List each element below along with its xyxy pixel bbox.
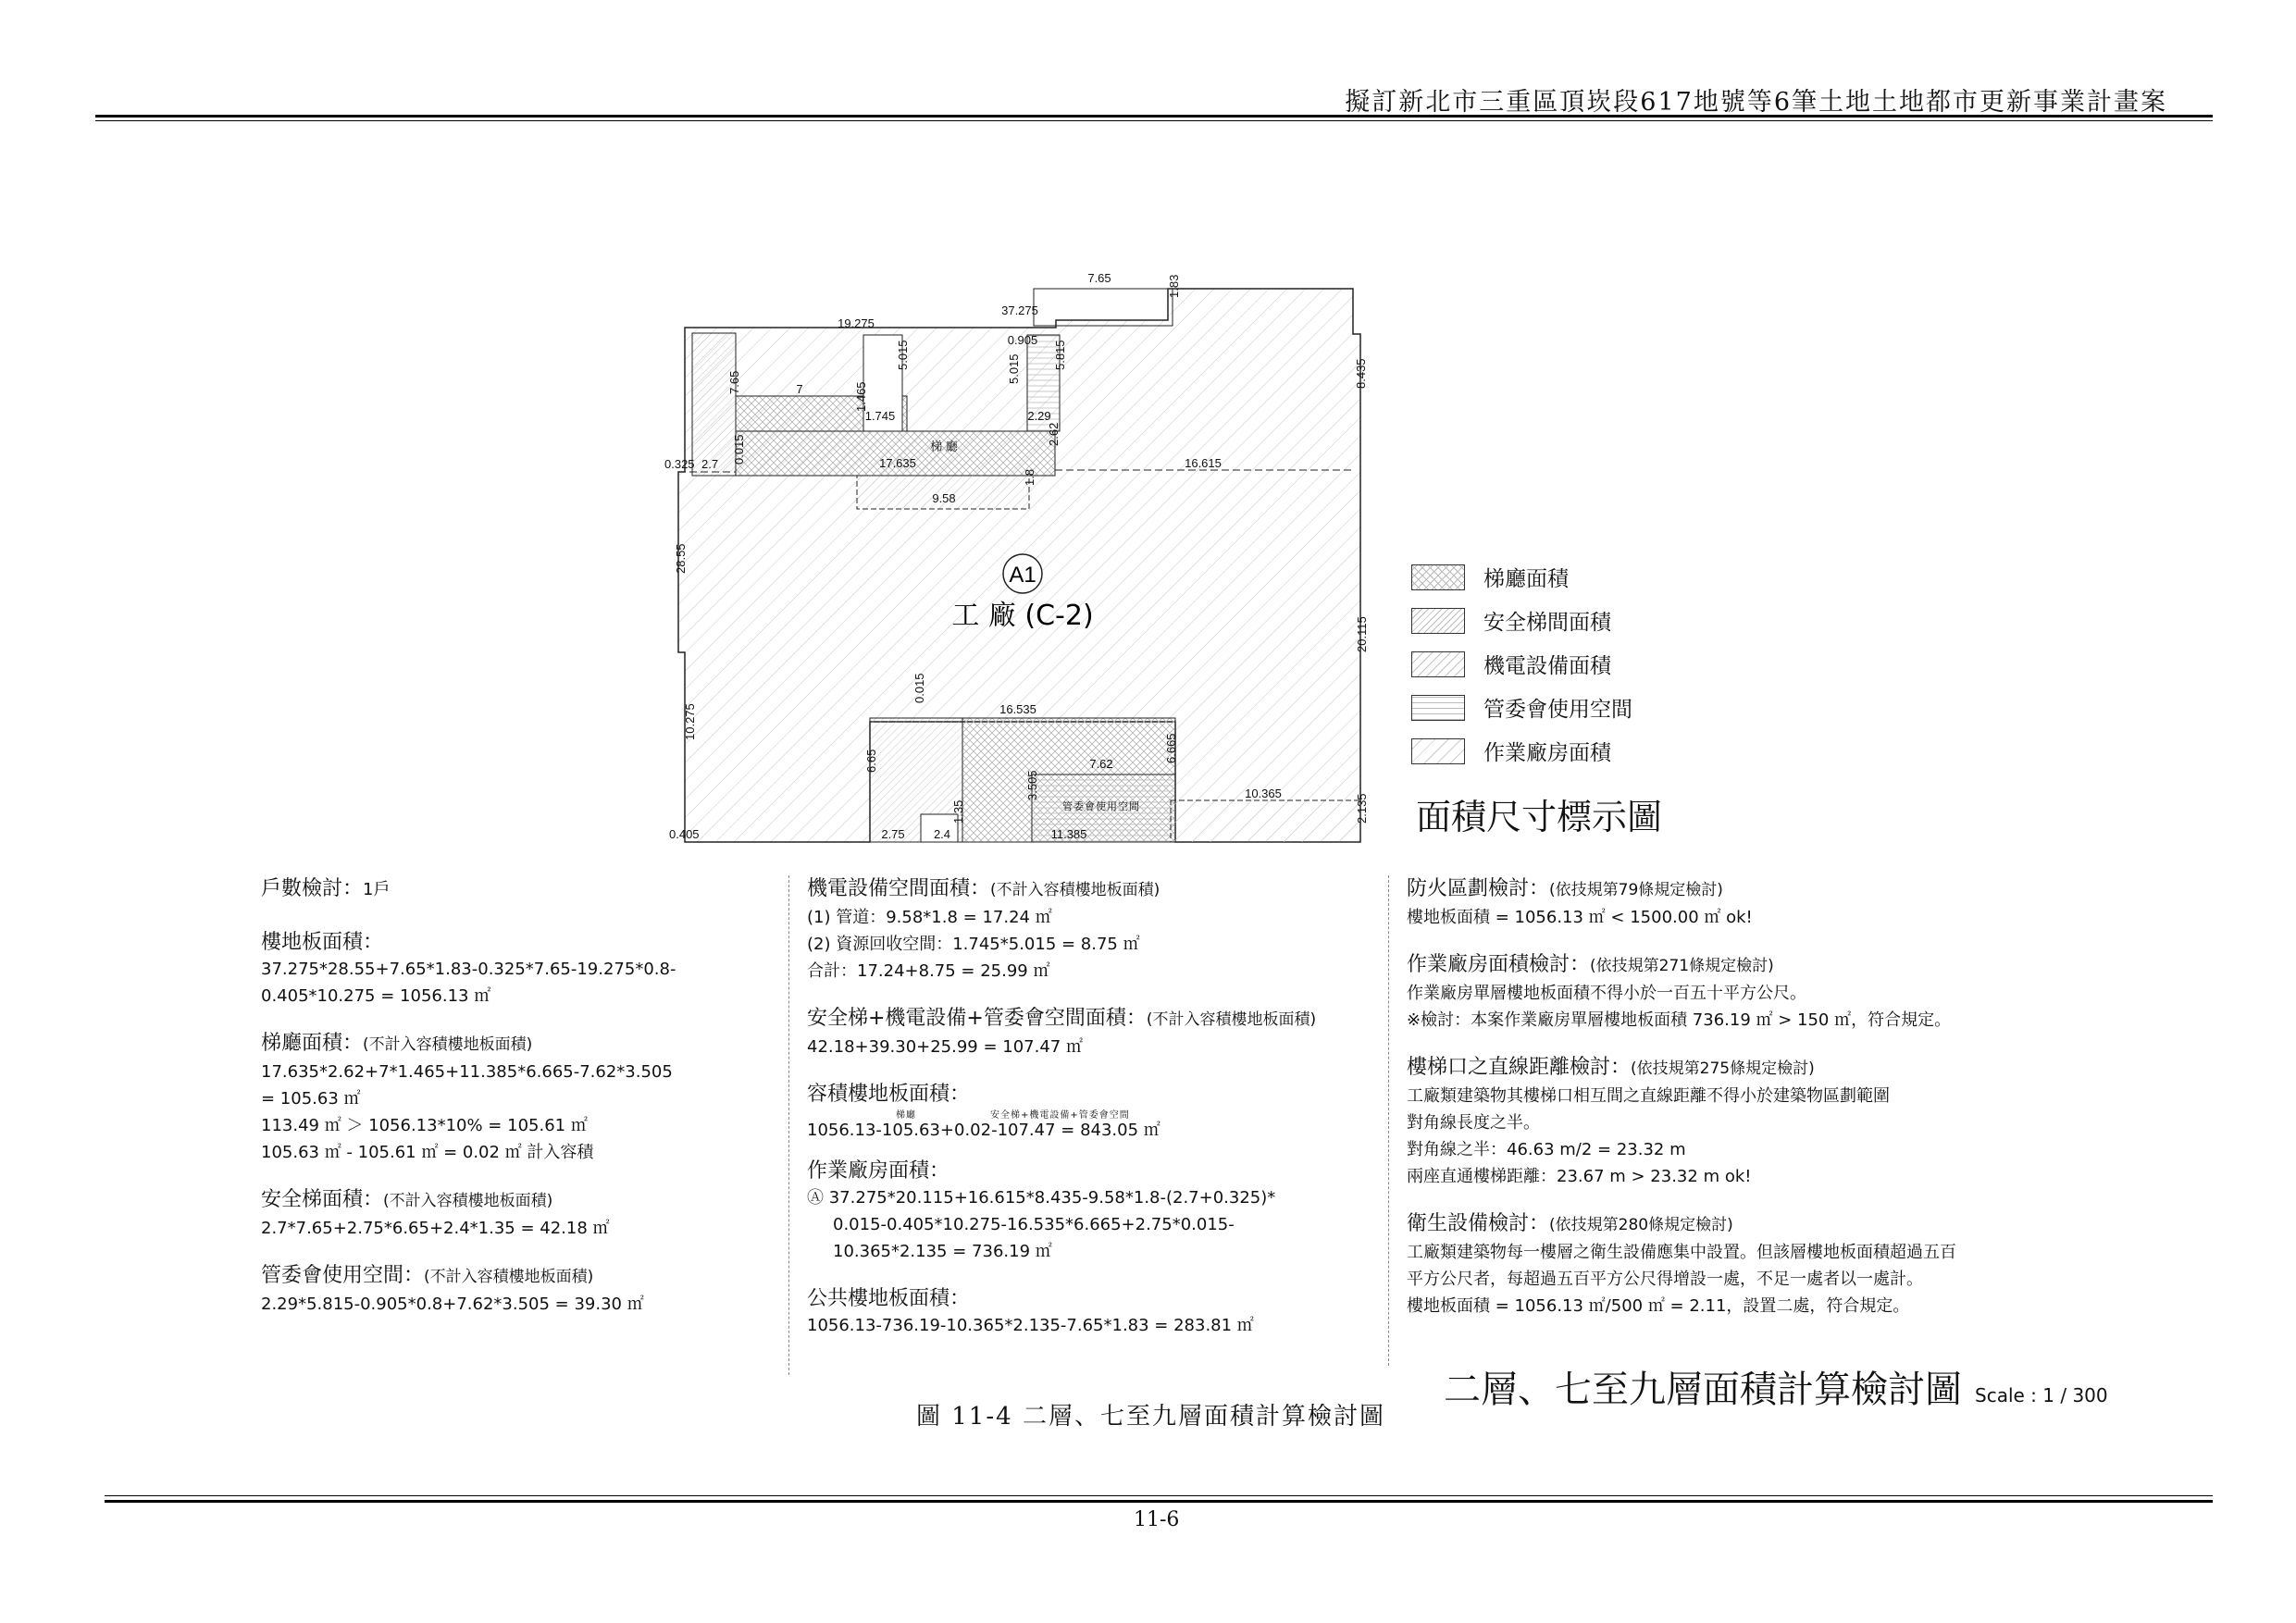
pub-head: 公共樓地板面積： (807, 1287, 971, 1310)
dim: 1.35 (951, 799, 965, 824)
hall-line: 105.63 ㎡ - 105.61 ㎡ = 0.02 ㎡ 計入容積 (261, 1143, 594, 1162)
dim: 10.365 (1245, 787, 1282, 800)
dim: 28.55 (674, 543, 688, 574)
room-label: 管委會使用空間 (1062, 801, 1140, 812)
legend-swatch-mech (1411, 651, 1465, 677)
dim: 19.275 (838, 316, 875, 330)
legend-swatch-hall (1411, 564, 1465, 590)
comm-note: (不計入容積樓地板面積) (424, 1268, 594, 1286)
column-1 (261, 875, 761, 1318)
stair-hall-label: 梯 廳 (930, 440, 958, 453)
mech-line: (1) 管道：9.58*1.8 = 17.24 ㎡ (807, 908, 1052, 927)
dim: 7 (796, 382, 803, 396)
legend-item (1411, 599, 1632, 642)
column-2 (807, 875, 1399, 1339)
dim: 2.7 (701, 457, 719, 471)
dim: 7.62 (1089, 757, 1113, 771)
dim: 5.015 (896, 340, 910, 370)
floor-line: 0.405*10.275 = 1056.13 ㎡ (261, 986, 491, 1006)
san-line: 工廠類建築物每一樓層之衛生設備應集中設置。但該層樓地板面積超過五百 (1407, 1243, 1956, 1262)
dim: 3.505 (1025, 770, 1039, 800)
dim: 6.665 (1164, 733, 1178, 763)
dim: 37.275 (1001, 304, 1038, 317)
dim: 0.405 (669, 827, 700, 841)
dim: 6.65 (864, 749, 878, 773)
legend-swatch-stair (1411, 608, 1465, 634)
dim: 0.015 (912, 673, 926, 703)
far-small-label: 梯廳 (896, 1110, 916, 1121)
sum-head: 安全梯+機電設備+管委會空間面積： (807, 1007, 1147, 1030)
column-3 (1407, 875, 2221, 1319)
dist-line: 對角線長度之半。 (1407, 1113, 1540, 1133)
drawing-title-text: 二層、七至九層面積計算檢討圖 (1444, 1369, 1962, 1411)
dim: 2.4 (933, 827, 951, 841)
work-head: 作業廠房面積： (807, 1159, 950, 1183)
column-divider (788, 875, 789, 1375)
far-line: 1056.13-105.63+0.02-107.47 = 843.05 ㎡ (807, 1121, 1160, 1140)
dim: 1.83 (1167, 274, 1181, 298)
dim: 16.615 (1185, 456, 1222, 470)
legend-item (1411, 686, 1632, 729)
work-line: 37.275*20.115+16.615*8.435-9.58*1.8-(2.7+0.325)* (828, 1188, 1276, 1208)
dim: 5.815 (1053, 340, 1067, 370)
hall-head: 梯廳面積： (261, 1032, 364, 1055)
hall-line: 113.49 ㎡ ＞ 1056.13*10% = 105.61 ㎡ (261, 1116, 588, 1135)
san-head: 衛生設備檢討： (1407, 1212, 1550, 1235)
hall-line: = 105.63 ㎡ (261, 1089, 361, 1109)
dist-line: 對角線之半：46.63 m/2 = 23.32 m (1407, 1140, 1686, 1159)
dim: 7.65 (727, 370, 741, 394)
comm-head: 管委會使用空間： (261, 1264, 425, 1287)
safe-stair-a (692, 333, 736, 476)
dim: 9.58 (932, 491, 956, 505)
san-line: 平方公尺者，每超過五百平方公尺得增設一處，不足一處者以一處計。 (1407, 1270, 1923, 1289)
san-note: (依技規第280條規定檢討) (1549, 1216, 1733, 1234)
sum-note: (不計入容積樓地板面積) (1146, 1010, 1317, 1029)
page-number: 11-6 (1134, 1508, 1180, 1531)
document-title: 擬訂新北市三重區頂崁段617地號等6筆土地土地都市更新事業計畫案 (1345, 88, 2167, 117)
legend-label: 機電設備面積 (1483, 654, 1611, 678)
dim: 16.535 (999, 702, 1036, 716)
dist-note: (依技規第275條規定檢討) (1631, 1059, 1815, 1078)
stair-note: (不計入容積樓地板面積) (383, 1192, 553, 1210)
mech-line: 合計：17.24+8.75 = 25.99 ㎡ (807, 961, 1050, 981)
bottom-right-notch (1171, 800, 1360, 842)
dim: 1.745 (864, 409, 896, 423)
dim: 0.905 (1007, 333, 1038, 347)
hall-note: (不計入容積樓地板面積) (363, 1035, 533, 1054)
work-check-line: ※檢討：本案作業廠房單層樓地板面積 736.19 ㎡ > 150 ㎡，符合規定。 (1407, 1010, 1952, 1030)
dim: 2.135 (1355, 793, 1369, 824)
floor-head: 樓地板面積： (261, 931, 384, 954)
dim: 0.325 (664, 457, 695, 471)
dim: 11.385 (1050, 827, 1087, 841)
dim: 17.635 (879, 456, 916, 470)
footer-rule-thin (105, 1495, 2213, 1496)
units-value: 1戶 (363, 880, 391, 899)
pub-line: 1056.13-736.19-10.365*2.135-7.65*1.83 = 283.81 ㎡ (807, 1316, 1254, 1335)
figure-caption: 圖 11-4 二層、七至九層面積計算檢討圖 (916, 1403, 1385, 1431)
mech-head: 機電設備空間面積： (807, 877, 991, 900)
dim: 1.465 (854, 381, 868, 412)
fire-head: 防火區劃檢討： (1407, 877, 1550, 900)
unit-name: 工 廠 (C-2) (951, 600, 1094, 632)
legend-item (1411, 642, 1632, 686)
unit-label: A1 (1009, 563, 1036, 588)
legend-label: 作業廠房面積 (1483, 741, 1611, 765)
dim: 10.275 (683, 703, 697, 740)
stair-head: 安全梯面積： (261, 1188, 384, 1211)
drawing-title (1444, 1360, 2108, 1413)
dim: 2.75 (881, 827, 905, 841)
dim: 7.65 (1087, 271, 1111, 285)
work-check-note: (依技規第271條規定檢討) (1590, 957, 1774, 975)
dim: 2.62 (1047, 422, 1061, 446)
work-check-head: 作業廠房面積檢討： (1407, 953, 1591, 976)
legend-item (1411, 555, 1632, 599)
legend-swatch-committee (1411, 695, 1465, 721)
legend-item (1411, 729, 1632, 773)
legend-label: 梯廳面積 (1483, 567, 1569, 591)
hall-line: 17.635*2.62+7*1.465+11.385*6.665-7.62*3.505 (261, 1062, 673, 1082)
work-mark: Ⓐ (807, 1188, 824, 1208)
dim: 8.435 (1354, 358, 1368, 389)
scale-label: Scale : 1 / 300 (1975, 1384, 2108, 1406)
san-line: 樓地板面積 = 1056.13 ㎡/500 ㎡ = 2.11，設置二處，符合規定。 (1407, 1296, 1910, 1316)
dist-line: 工廠類建築物其樓梯口相互間之直線距離不得小於建築物區劃範圍 (1407, 1086, 1890, 1106)
mech-note: (不計入容積樓地板面積) (990, 881, 1160, 899)
work-line: 0.015-0.405*10.275-16.535*6.665+2.75*0.015- (833, 1215, 1235, 1234)
legend-label: 管委會使用空間 (1483, 698, 1632, 722)
dim: 0.015 (732, 434, 746, 465)
far-small-label: 安全梯+機電設備+管委會空間 (990, 1110, 1130, 1121)
sum-line: 42.18+39.30+25.99 = 107.47 ㎡ (807, 1037, 1083, 1057)
comm-line: 2.29*5.815-0.905*0.8+7.62*3.505 = 39.30 ㎡ (261, 1295, 644, 1314)
footer-rule (105, 1500, 2213, 1503)
dim: 20.115 (1355, 616, 1369, 652)
legend (1411, 555, 1632, 773)
far-formula (807, 1108, 1399, 1145)
work-line: 10.365*2.135 = 736.19 ㎡ (833, 1242, 1052, 1261)
floor-line: 37.275*28.55+7.65*1.83-0.325*7.65-19.275*0.8- (261, 960, 676, 979)
dim: 1.8 (1023, 468, 1036, 486)
dim: 2.29 (1027, 409, 1051, 423)
dist-line: 兩座直通樓梯距離：23.67 m > 23.32 m ok! (1407, 1167, 1752, 1186)
stair-line: 2.7*7.65+2.75*6.65+2.4*1.35 = 42.18 ㎡ (261, 1219, 610, 1238)
far-head: 容積樓地板面積： (807, 1083, 971, 1106)
dist-head: 樓梯口之直線距離檢討： (1407, 1056, 1632, 1079)
fire-note: (依技規第79條規定檢討) (1549, 881, 1723, 899)
fire-line: 樓地板面積 = 1056.13 ㎡ < 1500.00 ㎡ ok! (1407, 908, 1753, 927)
legend-label: 安全梯間面積 (1483, 611, 1611, 635)
column-divider (1388, 875, 1389, 1366)
dim: 5.015 (1007, 353, 1021, 384)
mech-line: (2) 資源回收空間：1.745*5.015 = 8.75 ㎡ (807, 935, 1140, 954)
plan-title: 面積尺寸標示圖 (1416, 797, 1663, 837)
work-check-line: 作業廠房單層樓地板面積不得小於一百五十平方公尺。 (1407, 984, 1806, 1003)
legend-swatch-work (1411, 738, 1465, 764)
units-head: 戶數檢討： (261, 877, 364, 900)
